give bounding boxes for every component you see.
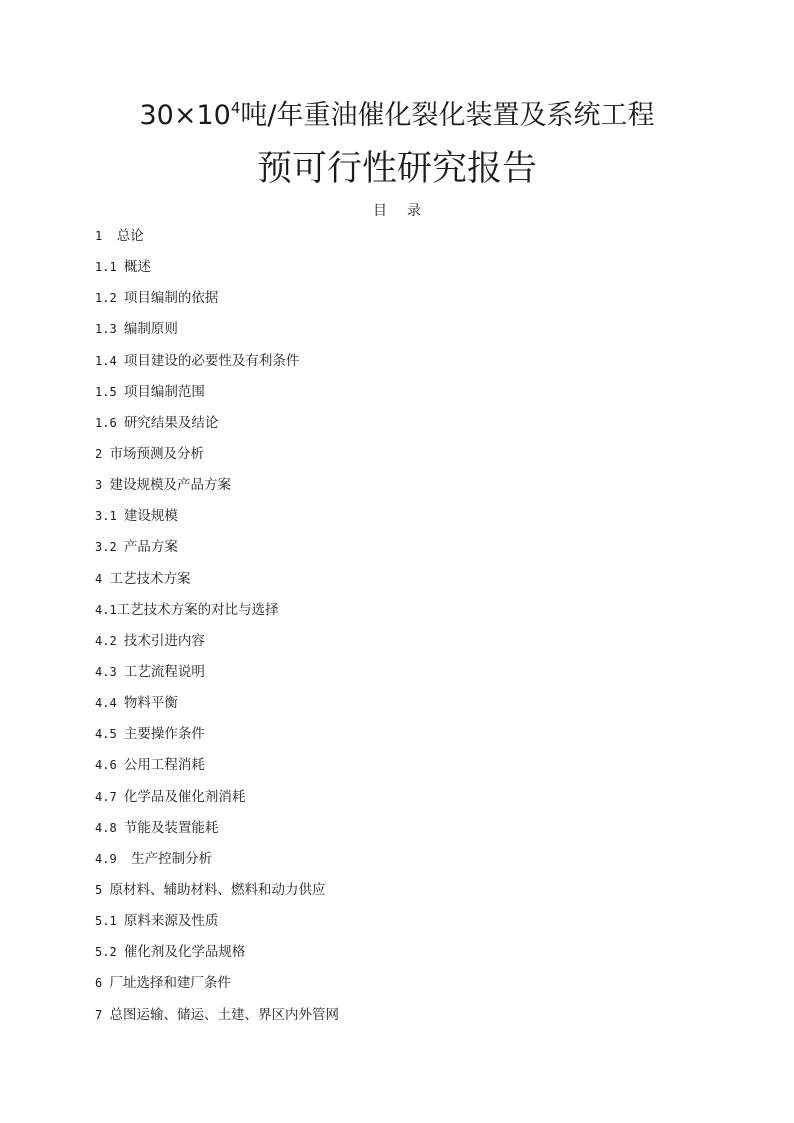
title-capacity: 30×10 bbox=[139, 100, 231, 131]
toc-item[interactable] bbox=[95, 474, 735, 505]
toc-item-number: 4.5 bbox=[95, 727, 124, 742]
toc-item-title: 技术引进内容 bbox=[123, 632, 205, 649]
toc-item[interactable] bbox=[95, 318, 735, 349]
toc-item-number: 6 bbox=[95, 976, 110, 991]
toc-item-title: 公用工程消耗 bbox=[123, 757, 205, 774]
toc-heading-char2: 录 bbox=[407, 203, 421, 219]
toc-item-title: 建设规模及产品方案 bbox=[109, 477, 231, 494]
toc-item-number: 4.6 bbox=[95, 758, 124, 773]
toc-item[interactable] bbox=[95, 692, 735, 723]
table-of-contents bbox=[95, 225, 735, 1035]
toc-item-number: 7 bbox=[95, 1007, 110, 1022]
toc-item[interactable] bbox=[95, 630, 735, 661]
toc-item-title: 产品方案 bbox=[123, 539, 178, 556]
toc-item[interactable] bbox=[95, 661, 735, 692]
toc-heading bbox=[0, 201, 794, 221]
toc-item-title: 建设规模 bbox=[123, 508, 178, 525]
toc-item[interactable] bbox=[95, 848, 735, 879]
toc-item[interactable] bbox=[95, 817, 735, 848]
toc-item-number: 1.3 bbox=[95, 322, 124, 337]
toc-item-number: 5.2 bbox=[95, 945, 124, 960]
toc-item-title: 编制原则 bbox=[123, 321, 178, 338]
toc-item-number: 5 bbox=[95, 882, 110, 897]
toc-item-title: 概述 bbox=[123, 259, 151, 276]
toc-item-number: 1.2 bbox=[95, 291, 124, 306]
toc-item-number: 4.2 bbox=[95, 633, 124, 648]
toc-item-title: 原材料、辅助材料、燃料和动力供应 bbox=[109, 881, 326, 898]
toc-item-number: 1.1 bbox=[95, 260, 124, 275]
toc-item-title: 节能及装置能耗 bbox=[123, 819, 219, 836]
toc-item[interactable] bbox=[95, 505, 735, 536]
toc-item-number: 3.2 bbox=[95, 540, 124, 555]
toc-item-title: 研究结果及结论 bbox=[123, 414, 219, 431]
toc-item[interactable] bbox=[95, 941, 735, 972]
title-exponent: 4 bbox=[230, 99, 241, 117]
toc-item-title: 项目编制范围 bbox=[123, 383, 205, 400]
toc-item-number: 3 bbox=[95, 478, 110, 493]
toc-item-title: 项目编制的依据 bbox=[123, 290, 219, 307]
toc-item-title: 总图运输、储运、土建、界区内外管网 bbox=[109, 1006, 339, 1023]
toc-item[interactable] bbox=[95, 443, 735, 474]
toc-item-number: 4.9 bbox=[95, 851, 132, 866]
toc-item-title: 催化剂及化学品规格 bbox=[123, 944, 246, 961]
toc-item[interactable] bbox=[95, 256, 735, 287]
toc-item-title: 厂址选择和建厂条件 bbox=[109, 975, 231, 992]
toc-item-number: 1.6 bbox=[95, 415, 124, 430]
toc-item-title: 市场预测及分析 bbox=[109, 445, 204, 462]
toc-item-title: 生产控制分析 bbox=[131, 850, 213, 867]
toc-item-number: 2 bbox=[95, 446, 110, 461]
toc-item[interactable] bbox=[95, 972, 735, 1003]
toc-item-number: 1.5 bbox=[95, 384, 124, 399]
toc-item-title: 原料来源及性质 bbox=[123, 913, 219, 930]
toc-item-title: 物料平衡 bbox=[123, 695, 178, 712]
title-project-name: 吨/年重油催化裂化装置及系统工程 bbox=[240, 100, 655, 131]
toc-item-number: 1 bbox=[95, 229, 117, 243]
toc-item[interactable] bbox=[95, 225, 735, 256]
toc-item[interactable] bbox=[95, 599, 735, 630]
toc-item[interactable] bbox=[95, 381, 735, 412]
toc-item[interactable] bbox=[95, 350, 735, 381]
toc-item-number: 4.4 bbox=[95, 696, 124, 711]
toc-heading-char1: 目 bbox=[373, 203, 387, 219]
toc-item[interactable] bbox=[95, 568, 735, 599]
toc-item[interactable] bbox=[95, 1004, 735, 1035]
toc-item[interactable] bbox=[95, 412, 735, 443]
toc-item[interactable] bbox=[95, 879, 735, 910]
toc-item-number: 4 bbox=[95, 571, 110, 586]
toc-item-title: 工艺技术方案的对比与选择 bbox=[116, 601, 279, 618]
toc-item-title: 工艺流程说明 bbox=[123, 663, 205, 680]
report-title-line2: 预可行性研究报告 bbox=[256, 149, 537, 189]
toc-item-number: 3.1 bbox=[95, 509, 124, 524]
report-title-line1 bbox=[0, 98, 794, 134]
toc-item[interactable] bbox=[95, 910, 735, 941]
toc-item-number: 4.1 bbox=[95, 602, 117, 617]
toc-item[interactable] bbox=[95, 287, 735, 318]
toc-item-number: 4.7 bbox=[95, 789, 124, 804]
toc-item-number: 5.1 bbox=[95, 914, 124, 929]
toc-item[interactable] bbox=[95, 536, 735, 567]
toc-item-number: 4.3 bbox=[95, 664, 124, 679]
toc-item-number: 1.4 bbox=[95, 353, 124, 368]
toc-item-title: 总论 bbox=[116, 228, 144, 244]
toc-item-title: 化学品及催化剂消耗 bbox=[123, 788, 246, 805]
toc-item[interactable] bbox=[95, 723, 735, 754]
toc-item[interactable] bbox=[95, 786, 735, 817]
toc-item-title: 项目建设的必要性及有利条件 bbox=[123, 352, 300, 369]
toc-item[interactable] bbox=[95, 754, 735, 785]
toc-item-title: 主要操作条件 bbox=[123, 726, 205, 743]
toc-item-number: 4.8 bbox=[95, 820, 124, 835]
toc-item-title: 工艺技术方案 bbox=[109, 570, 191, 587]
